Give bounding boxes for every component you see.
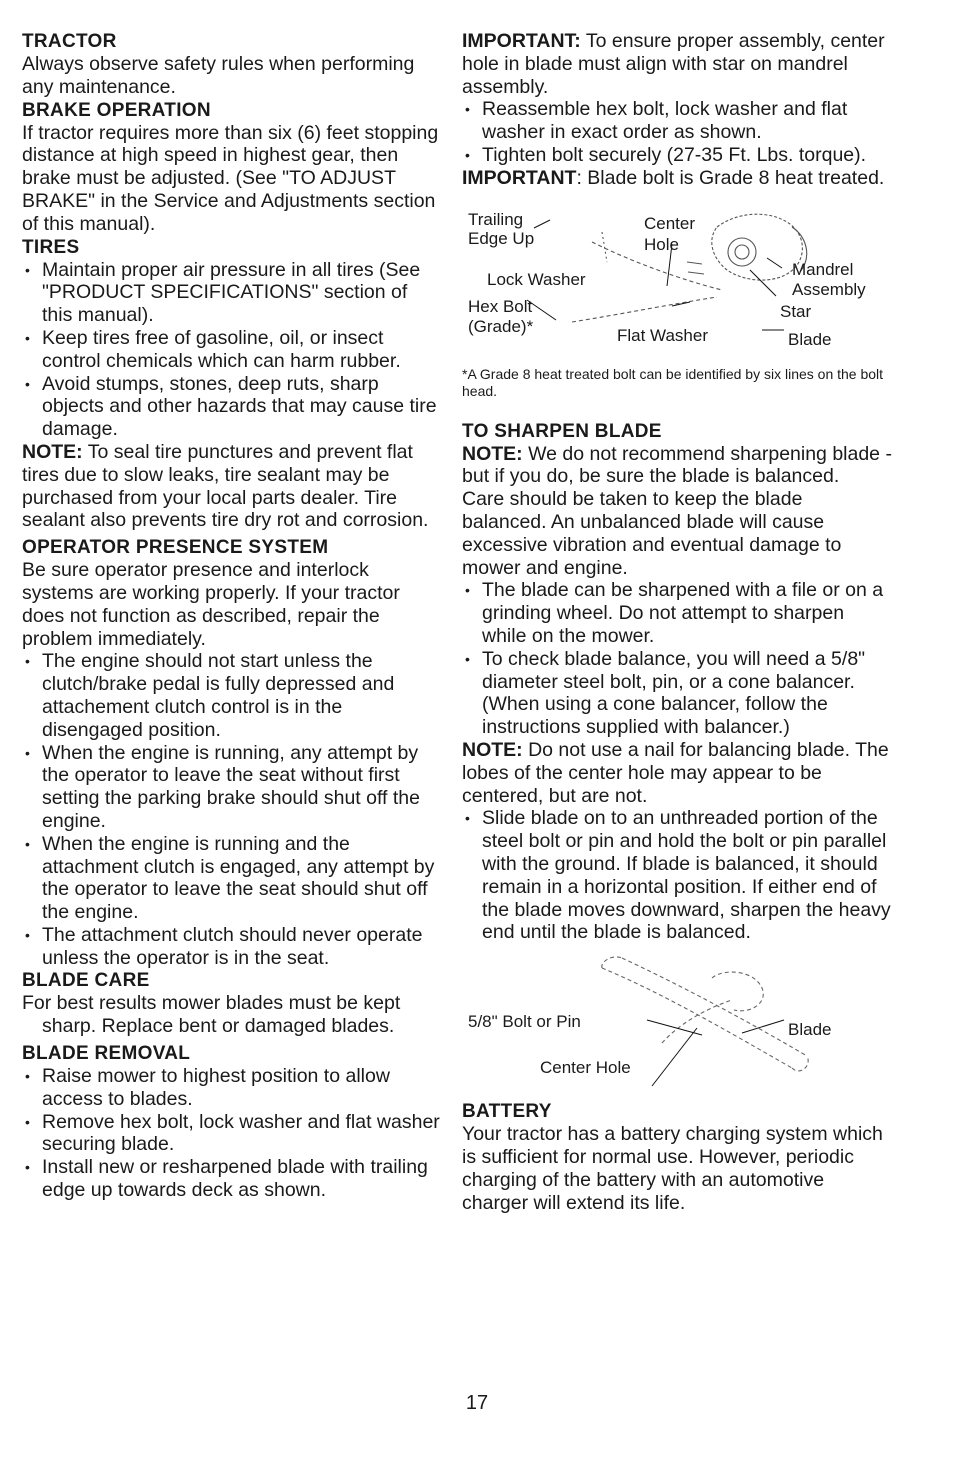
label-hex-bolt: Hex Bolt xyxy=(468,296,533,316)
note-text: To seal tire punctures and prevent flat tires due to slow leaks, tire sealant may be purchased from your local parts dealer. Tire sealant also prevents tire dry rot and corrosion. xyxy=(22,440,429,532)
balance-list xyxy=(462,807,892,944)
important-note-2 xyxy=(462,167,892,190)
sharpen-note-1 xyxy=(462,443,892,489)
list-item: • Reassemble hex bolt, lock washer and flat washer in exact order as shown. xyxy=(462,98,892,144)
sharpen-heading: TO SHARPEN BLADE xyxy=(462,420,662,442)
label-center: Center xyxy=(644,213,696,233)
label-flat-washer: Flat Washer xyxy=(617,325,709,345)
note-label: NOTE: xyxy=(462,442,523,465)
tractor-heading: TRACTOR xyxy=(22,31,117,52)
note-text: We do not recommend sharpening blade - but if you do, be sure the blade is balanced. xyxy=(462,442,892,488)
blade-care-heading: BLADE CARE xyxy=(22,970,150,992)
brake-heading: BRAKE OPERATION xyxy=(22,99,211,121)
label-star: Star xyxy=(780,301,812,321)
important-note-1 xyxy=(462,30,892,98)
blade-removal-list xyxy=(22,1065,440,1202)
balance-figure xyxy=(462,948,892,1098)
label-trailing: Trailing xyxy=(468,209,524,229)
sharpen-list xyxy=(462,579,892,739)
note-label: NOTE: xyxy=(462,738,523,761)
tires-heading: TIRES xyxy=(22,236,80,258)
list-item: • Install new or resharpened blade with trailing edge up towards deck as shown. xyxy=(22,1156,440,1202)
list-item: • Maintain proper air pressure in all tires (See "PRODUCT SPECIFICATIONS" section of this manual). xyxy=(22,259,440,327)
list-item: • When the engine is running and the attachment clutch is engaged, any attempt by the operator to leave the seat should shut off the engine. xyxy=(22,833,440,924)
list-item: • The blade can be sharpened with a file or on a grinding wheel. Do not attempt to sharpen while on the mower. xyxy=(462,579,892,647)
label-edge-up: Edge Up xyxy=(468,228,535,248)
label-blade: Blade xyxy=(788,1020,832,1040)
list-item: • The attachment clutch should never operate unless the operator is in the seat. xyxy=(22,924,440,970)
list-item: • The engine should not start unless the clutch/brake pedal is fully depressed and attachement clutch control is in the disengaged position. xyxy=(22,650,440,741)
important-label: IMPORTANT xyxy=(462,166,577,189)
important-label: IMPORTANT: xyxy=(462,30,581,52)
assembly-list xyxy=(462,98,892,166)
label-assembly: Assembly xyxy=(792,279,866,299)
tires-list xyxy=(22,259,440,441)
list-item: • Tighten bolt securely (27-35 Ft. Lbs. torque). xyxy=(462,144,892,167)
label-bolt-or-pin: 5/8" Bolt or Pin xyxy=(468,1012,581,1032)
list-item: • Raise mower to highest position to allow access to blades. xyxy=(22,1065,440,1111)
brake-text: If tractor requires more than six (6) feet stopping distance at high speed in highest gear, then brake must be adjusted. (See "TO ADJUST BRAKE" in the Service and Adjustments section of this manual). xyxy=(22,121,439,235)
label-blade: Blade xyxy=(788,329,832,349)
list-item: • When the engine is running, any attempt by the operator to leave the seat without first setting the parking brake should shut off the engine. xyxy=(22,742,440,833)
list-item: • Remove hex bolt, lock washer and flat washer securing blade. xyxy=(22,1111,440,1157)
battery-text: Your tractor has a battery charging system which is sufficient for normal use. However, periodic charging of the battery with an automotive charger will extend its life. xyxy=(462,1123,883,1214)
list-item: • Keep tires free of gasoline, oil, or insect control chemicals which can harm rubber. xyxy=(22,327,440,373)
right-column xyxy=(462,30,892,1214)
label-center-hole: Center Hole xyxy=(540,1058,631,1078)
operator-list xyxy=(22,650,440,969)
operator-text: Be sure operator presence and interlock systems are working properly. If your tractor does not function as described, repair the problem immediately. xyxy=(22,559,400,650)
battery-heading: BATTERY xyxy=(462,1101,552,1123)
blade-removal-heading: BLADE REMOVAL xyxy=(22,1043,191,1065)
note-label: NOTE: xyxy=(22,440,83,463)
page-number: 17 xyxy=(465,1392,489,1414)
note-text: Do not use a nail for balancing blade. The lobes of the center hole may appear to be centered, but are not. xyxy=(462,738,889,807)
important-text: : Blade bolt is Grade 8 heat treated. xyxy=(576,166,885,189)
tractor-text: Always observe safety rules when performing any maintenance. xyxy=(22,53,415,98)
left-column xyxy=(22,30,440,1202)
footnote: *A Grade 8 heat treated bolt can be identified by six lines on the bolt head. xyxy=(462,365,884,399)
label-lock-washer: Lock Washer xyxy=(487,269,586,289)
list-item: • Slide blade on to an unthreaded portion of the steel bolt or pin and hold the bolt or pin parallel with the ground. If blade is balanced, it should remain in a horizontal position. If either end of the blade moves downward, sharpen the heavy end until the blade is balanced. xyxy=(462,807,892,944)
sharpen-text: Care should be taken to keep the blade balanced. An unbalanced blade will cause excessive vibration and eventual damage to mower and engine. xyxy=(462,488,842,579)
important-text: To ensure proper assembly, center hole in blade must align with star on mandrel assembly. xyxy=(462,30,885,98)
label-grade: (Grade)* xyxy=(468,316,534,336)
blade-assembly-figure xyxy=(462,202,892,364)
operator-heading: OPERATOR PRESENCE SYSTEM xyxy=(22,537,329,559)
label-hole: Hole xyxy=(644,234,679,254)
sharpen-note-2 xyxy=(462,739,892,807)
label-mandrel: Mandrel xyxy=(792,259,854,279)
list-item: • To check blade balance, you will need a 5/8" diameter steel bolt, pin, or a cone balancer. (When using a cone balancer, follow the instructions supplied with balancer.) xyxy=(462,648,892,739)
list-item: • Avoid stumps, stones, deep ruts, sharp objects and other hazards that may cause tire damage. xyxy=(22,373,440,441)
blade-care-text: For best results mower blades must be kept sharp. Replace bent or damaged blades. xyxy=(22,992,401,1038)
tires-note xyxy=(22,441,440,532)
